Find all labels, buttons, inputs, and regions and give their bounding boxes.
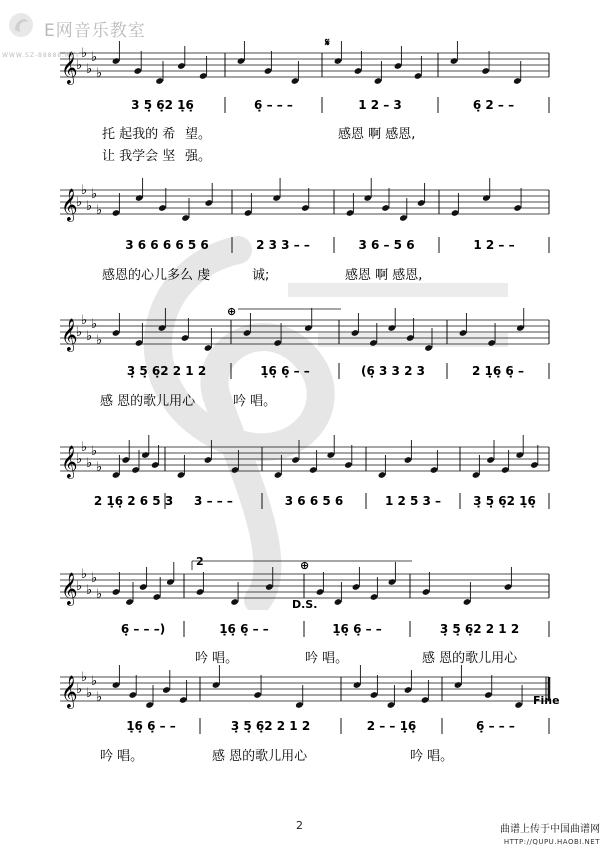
watermark-brand: E网音乐教室 — [44, 21, 146, 41]
lyric-line: 望。 — [185, 127, 212, 142]
treble-clef-icon: 𝄞 — [61, 572, 78, 605]
flat-icon: ♭ — [81, 313, 88, 328]
numbered-notation-measure: 1 2 5 3 – — [384, 494, 442, 508]
numbered-notation-measure: 3̣ 5̣ 6̣2 2 1 2 — [126, 364, 207, 378]
flat-icon: ♭ — [81, 46, 88, 61]
numbered-notation-measure: 2 1̣6̣ 2 6 5 3 — [93, 494, 174, 508]
lyric-line: 感 恩的歌儿用心 — [212, 749, 308, 764]
flat-icon: ♭ — [81, 567, 88, 582]
segno-mark: 𝄋 — [325, 36, 330, 49]
numbered-notation-measure: 3̣ 5̣ 6̣2 1̣6̣ — [473, 494, 536, 508]
numbered-notation-measure: 1 2 – – — [473, 238, 515, 252]
flat-icon: ♭ — [86, 199, 93, 214]
flat-icon: ♭ — [86, 62, 93, 77]
numbered-notation-measure: 3 6 6 5 6 — [284, 494, 344, 508]
music-logo-icon — [6, 10, 36, 40]
flat-icon: ♭ — [81, 183, 88, 198]
flat-icon: ♭ — [86, 686, 93, 701]
flat-icon: ♭ — [76, 452, 83, 467]
flat-icon: ♭ — [76, 325, 83, 340]
numbered-notation-measure: 1̣6̣ 6̣ – – — [126, 719, 176, 733]
numbered-notation-measure: 1̣6̣ 6̣ – – — [332, 622, 382, 636]
flat-icon: ♭ — [86, 456, 93, 471]
flat-icon: ♭ — [81, 670, 88, 685]
treble-clef-icon: 𝄞 — [61, 188, 78, 221]
flat-icon: ♭ — [96, 460, 103, 475]
lyric-line: 吟 唱。 — [100, 749, 144, 764]
footer-note: 曲谱上传于中国曲谱网 — [500, 824, 600, 835]
flat-icon: ♭ — [86, 583, 93, 598]
lyric-line: 感恩 啊 感恩, — [345, 268, 423, 283]
page-number: 2 — [296, 819, 303, 832]
numbered-notation-measure: 3 5̣ 6̣2 1̣6̣ — [131, 98, 194, 112]
numbered-notation-measure: 2 – – 1̣6̣ — [366, 719, 417, 733]
flat-icon: ♭ — [91, 50, 98, 65]
footer-url: HTTP://QUPU.HAOBI.NET — [503, 838, 600, 846]
lyric-line: 吟 唱。 — [195, 651, 239, 666]
numbered-notation-measure: 6̣ – – – — [476, 719, 515, 733]
flat-icon: ♭ — [96, 333, 103, 348]
flat-icon: ♭ — [76, 579, 83, 594]
numbered-notation-measure: 1 2 – 3 — [358, 98, 402, 112]
flat-icon: ♭ — [76, 195, 83, 210]
numbered-notation-measure: 3̣ 5̣ 6̣2 2 1 2 — [439, 622, 520, 636]
flat-icon: ♭ — [91, 674, 98, 689]
flat-icon: ♭ — [96, 587, 103, 602]
lyric-line: 感 恩的歌儿用心 — [422, 651, 518, 666]
treble-clef-icon: 𝄞 — [61, 318, 78, 351]
lyric-line: 感恩的心儿多么 虔 — [102, 268, 211, 283]
flat-icon: ♭ — [96, 203, 103, 218]
flat-icon: ♭ — [76, 58, 83, 73]
ds-mark: D.S. — [292, 598, 318, 611]
treble-clef-icon: 𝄞 — [61, 445, 78, 478]
numbered-notation-measure: 1̣6̣ 6̣ – – — [219, 622, 269, 636]
lyric-line: 吟 唱。 — [305, 651, 349, 666]
flat-icon: ♭ — [91, 317, 98, 332]
flat-icon: ♭ — [76, 682, 83, 697]
flat-icon: ♭ — [91, 187, 98, 202]
lyric-line: 强。 — [185, 149, 212, 164]
lyric-line: 让 我学会 坚 — [102, 149, 176, 164]
flat-icon: ♭ — [96, 690, 103, 705]
numbered-notation-measure: 6̣ – – –) — [120, 622, 166, 636]
numbered-notation-measure: 2 1̣6̣ 6̣ – — [472, 364, 524, 378]
numbered-notation-measure: 3 6 6 6 6 5 6 — [125, 238, 209, 252]
flat-icon: ♭ — [86, 329, 93, 344]
flat-icon: ♭ — [91, 444, 98, 459]
numbered-notation-measure: 6̣ 2 – – — [472, 98, 515, 112]
lyric-line: 诚; — [252, 268, 270, 283]
numbered-notation-measure: 3 6 – 5 6 — [358, 238, 415, 252]
lyric-line: 感恩 啊 感恩, — [338, 127, 416, 142]
fine-mark: Fine — [533, 694, 560, 707]
numbered-notation-measure: 6̣ – – – — [254, 98, 293, 112]
numbered-notation-measure: 2 3 3 – – — [256, 238, 310, 252]
lyric-line: 吟 唱。 — [410, 749, 454, 764]
lyric-line: 吟 唱。 — [233, 394, 277, 409]
coda-mark: ⊕ — [227, 305, 237, 318]
lyric-line: 托 起我的 希 — [102, 127, 176, 142]
volta-number: 2 — [196, 555, 204, 568]
lyric-line: 感 恩的歌儿用心 — [100, 394, 196, 409]
numbered-notation-measure: 3 – – – — [194, 494, 233, 508]
numbered-notation-measure: (6̣ 3 3 2 3 — [361, 364, 425, 378]
numbered-notation-measure: 1̣6̣ 6̣ – – — [260, 364, 310, 378]
numbered-notation-measure: 3̣ 5̣ 6̣2 2 1 2 — [230, 719, 311, 733]
flat-icon: ♭ — [81, 440, 88, 455]
flat-icon: ♭ — [96, 66, 103, 81]
watermark-url: WWW.SZ-88888.NET — [2, 52, 80, 59]
treble-clef-icon: 𝄞 — [61, 675, 78, 708]
coda-mark: ⊕ — [300, 559, 310, 572]
flat-icon: ♭ — [91, 571, 98, 586]
treble-clef-icon: 𝄞 — [61, 51, 78, 84]
